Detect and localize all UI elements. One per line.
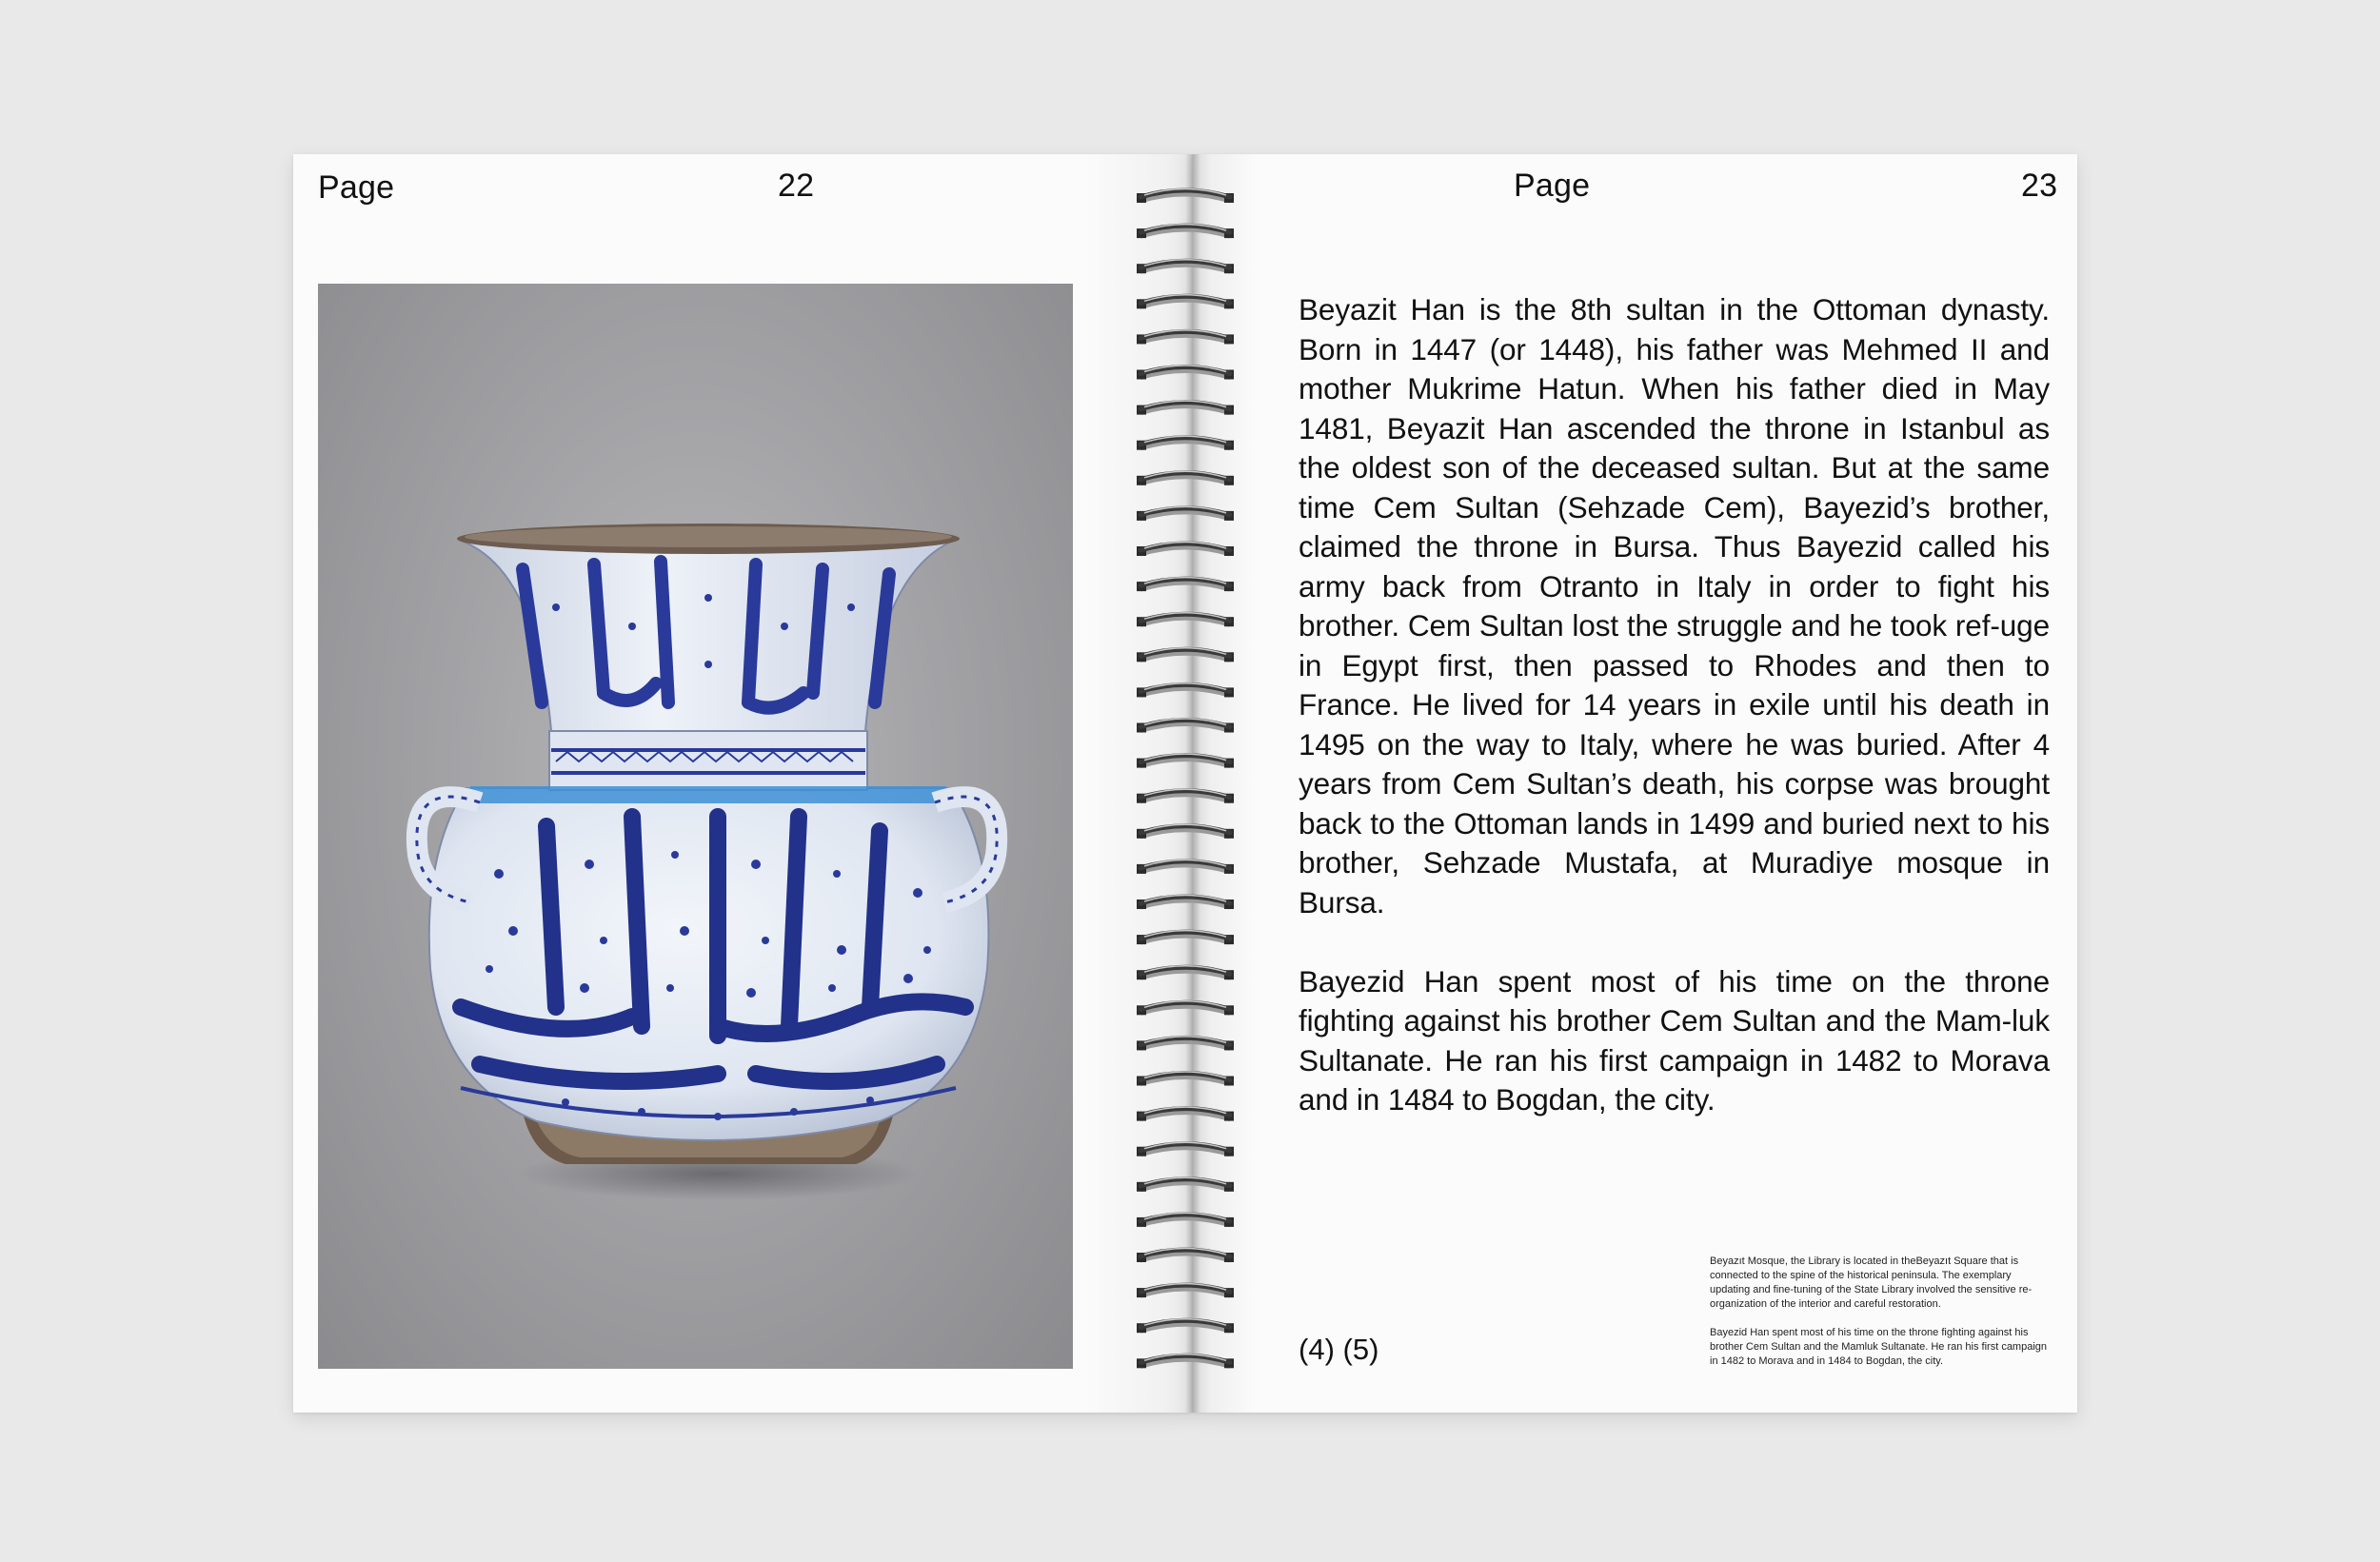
left-page-header-word: Page [318,169,395,206]
side-notes [1710,1255,2051,1383]
binding-coil [1137,896,1234,910]
binding-coil [1137,1072,1234,1086]
right-page [1193,154,2077,1413]
mosque-lamp-photo [318,284,1073,1369]
binding-coil [1137,578,1234,592]
right-page-header-word: Page [1514,168,1591,204]
left-page [293,154,1193,1413]
binding-coil [1137,543,1234,557]
binding-coil [1137,401,1234,415]
binding-coil [1137,471,1234,485]
binding-coil [1137,506,1234,521]
binding-coil [1137,1037,1234,1051]
binding-coil [1137,1213,1234,1227]
binding-coil [1137,260,1234,274]
spiral-binding [1135,186,1236,1385]
binding-coil [1137,1142,1234,1157]
right-page-number: 23 [2021,168,2058,204]
binding-coil [1137,295,1234,309]
binding-coil [1137,1319,1234,1334]
body-text [1299,290,2050,1159]
mosque-lamp-illustration [318,284,1073,1369]
binding-coil [1137,225,1234,239]
binding-coil [1137,1284,1234,1298]
binding-coil [1137,931,1234,945]
binding-coil [1137,824,1234,839]
binding-coil [1137,366,1234,380]
binding-coil [1137,789,1234,803]
binding-coil [1137,1177,1234,1192]
footnote-markers: (4) (5) [1299,1333,1379,1366]
body-paragraph-2: Bayezid Han spent most of his time on the throne fighting against his brother Cem Sultan and the Mam-luk Sultanate. He ran his first campaign in 1482 to Morava and in 1484 to Bogdan, the city. [1299,963,2050,1117]
binding-coil [1137,1107,1234,1121]
side-note-2: Bayezid Han spent most of his time on the throne fighting against his brother Cem Sultan and the Mamluk Sultanate. He ran his first campaign in 1482 to Morava and in 1484 to Bogdan, the city. [1710,1327,2048,1367]
binding-coil [1137,189,1234,204]
side-note-1: Beyazıt Mosque, the Library is located in theBeyazıt Square that is connected to the spine of the historical peninsula. The exemplary updating and fine-tuning of the State Library involved the sensitive re-organization of the interior and careful restoration. [1710,1256,2033,1310]
binding-coil [1137,648,1234,662]
binding-coil [1137,966,1234,979]
body-paragraph-1: Beyazit Han is the 8th sultan in the Ottoman dynasty. Born in 1447 (or 1448), his father was Mehmed II and mother Mukrime Hatun. When his father died in May 1481, Beyazit Han ascended the throne in Istanbul as the oldest son of the deceased sultan. But at the same time Cem Sultan (Sehzade Cem), Bayezid’s brother, claimed the throne in Bursa. Thus Bayezid called his army back from Otranto in Italy in order to fight his brother. Cem Sultan lost the struggle and he took ref-uge in Egypt first, then passed to Rhodes and then to France. He lived for 14 years in exile until his death in 1495 on the way to Italy, where he was buried. After 4 years from Cem Sultan’s death, his corpse was brought back to the Ottoman lands in 1499 and buried next to his brother, Sehzade Mustafa, at Muradiye mosque in Bursa. [1299,292,2050,919]
left-page-number: 22 [778,168,815,204]
binding-coil [1137,683,1234,698]
binding-coil [1137,719,1234,733]
binding-coil [1137,436,1234,450]
binding-coil [1137,613,1234,627]
binding-coil [1137,330,1234,345]
binding-coil [1137,860,1234,874]
binding-coil [1137,1249,1234,1263]
binding-coil [1137,754,1234,768]
binding-coil [1137,1354,1234,1369]
binding-coil [1137,1001,1234,1016]
